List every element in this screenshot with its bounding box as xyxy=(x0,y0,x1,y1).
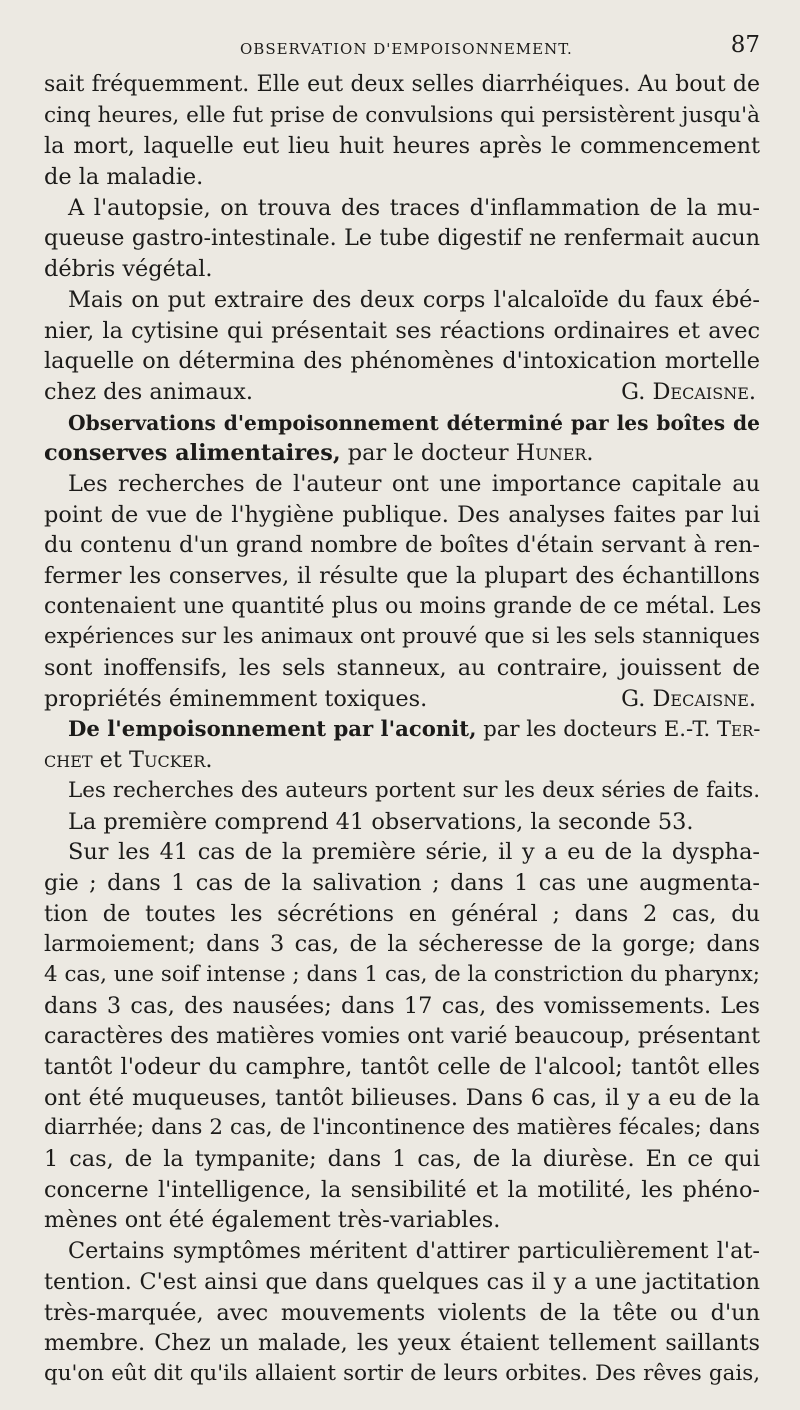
text-line: tantôt l'odeur du camphre, tantôt celle de l'alcool; tantôt elles xyxy=(44,1054,760,1080)
article-title-cont: conserves alimentaires, xyxy=(44,440,341,467)
line-text: par le docteur xyxy=(340,440,516,467)
line-text: chez des animaux. xyxy=(44,378,253,405)
text-line: point de vue de l'hygiène publique. Des analyses faites par lui xyxy=(44,501,760,528)
text-line: qu'on eût dit qu'ils allaient sortir de leurs orbites. Des rêves gais, xyxy=(44,1360,760,1386)
text-line: La première comprend 41 observations, la seconde 53. xyxy=(68,808,694,835)
text-line xyxy=(44,377,760,408)
line-text: par les docteurs E.-T. xyxy=(476,716,717,742)
text-line xyxy=(44,684,760,715)
text-line: mènes ont été également très-variables. xyxy=(44,1207,501,1234)
text-line: concerne l'intelligence, la sensibilité et la motilité, les phéno- xyxy=(44,1176,760,1203)
signature-name: Decaisne. xyxy=(652,378,756,405)
text-line: très-marquée, avec mouvements violents de la tête ou d'un xyxy=(44,1299,760,1326)
text-line: caractères des matières vomies ont varié beaucoup, présentant xyxy=(44,1023,760,1050)
text-line xyxy=(44,438,760,469)
text-line: queuse gastro-intestinale. Le tube digestif ne renfermait aucun xyxy=(44,225,760,252)
author-name: Ter- xyxy=(716,716,761,742)
text-line: Certains symptômes méritent d'attirer particulièrement l'at- xyxy=(68,1238,760,1265)
text-line: diarrhée; dans 2 cas, de l'incontinence des matières fécales; dans xyxy=(44,1115,760,1141)
line-text: et xyxy=(92,747,130,774)
text-line: du contenu d'un grand nombre de boîtes d'étain servant à ren- xyxy=(44,532,760,559)
author-name: Huner. xyxy=(515,440,594,467)
page-number: 87 xyxy=(730,32,760,58)
text-line: Mais on put extraire des deux corps l'alcaloïde du faux ébé- xyxy=(68,286,760,313)
text-line: larmoiement; dans 3 cas, de la sécheresse de la gorge; dans xyxy=(44,931,760,958)
text-line: contenaient une quantité plus ou moins grande de ce métal. Les xyxy=(44,593,762,619)
text-line: 1 cas, de la tympanite; dans 1 cas, de la diurèse. En ce qui xyxy=(44,1146,760,1173)
text-line: tention. C'est ainsi que dans quelques cas il y a une jactitation xyxy=(44,1268,760,1295)
page-header xyxy=(44,30,760,70)
text-line: sait fréquemment. Elle eut deux selles diarrhéiques. Au bout de xyxy=(44,72,760,97)
text-line: Les recherches des auteurs portent sur les deux séries de faits. xyxy=(68,777,760,803)
text-line: sont inoffensifs, les sels stanneux, au contraire, jouissent de xyxy=(44,655,760,682)
text-line: Les recherches de l'auteur ont une importance capitale au xyxy=(68,470,760,497)
text-line: expériences sur les animaux ont prouvé que si les sels stanniques xyxy=(44,624,760,650)
text-line xyxy=(44,745,760,776)
line-text: propriétés éminemment toxiques. xyxy=(44,685,428,712)
text-line: dans 3 cas, des nausées; dans 17 cas, des vomissements. Les xyxy=(44,992,760,1019)
text-line: A l'autopsie, on trouva des traces d'inflammation de la mu- xyxy=(68,194,760,221)
body-text xyxy=(44,70,760,1390)
text-line: ont été muqueuses, tantôt bilieuses. Dans 6 cas, il y a eu de la xyxy=(44,1084,760,1111)
author-name: Tucker. xyxy=(129,747,213,774)
author-name: chet xyxy=(44,747,93,774)
text-line xyxy=(44,714,760,745)
text-line: cinq heures, elle fut prise de convulsions qui persistèrent jusqu'à xyxy=(44,102,760,128)
article-title: De l'empoisonnement par l'aconit, xyxy=(68,716,477,742)
text-line: débris végétal. xyxy=(44,256,213,283)
signature xyxy=(621,377,760,408)
text-line: fermer les conserves, il résulte que la plupart des échantillons xyxy=(44,563,760,589)
text-line: laquelle on détermina des phénomènes d'intoxication mortelle xyxy=(44,348,760,375)
text-line: de la maladie. xyxy=(44,164,204,191)
running-head: OBSERVATION D'EMPOISONNEMENT. xyxy=(240,40,573,58)
signature-initial: G. xyxy=(621,685,653,712)
text-line: tion de toutes les sécrétions en général ; dans 2 cas, du xyxy=(44,900,760,927)
article-title: Observations d'empoisonnement déterminé par les boîtes de xyxy=(68,410,760,435)
signature-name: Decaisne. xyxy=(652,685,756,712)
text-line: la mort, laquelle eut lieu huit heures après le commencement xyxy=(44,133,760,160)
text-line: Sur les 41 cas de la première série, il y a eu de la dyspha- xyxy=(68,839,760,866)
text-line: 4 cas, une soif intense ; dans 1 cas, de la constriction du pharynx; xyxy=(44,961,760,987)
signature-initial: G. xyxy=(621,378,653,405)
text-line: membre. Chez un malade, les yeux étaient tellement saillants xyxy=(44,1330,760,1357)
signature xyxy=(621,684,760,715)
text-line: nier, la cytisine qui présentait ses réactions ordinaires et avec xyxy=(44,317,760,344)
text-line: gie ; dans 1 cas de la salivation ; dans 1 cas une augmenta- xyxy=(44,869,760,896)
